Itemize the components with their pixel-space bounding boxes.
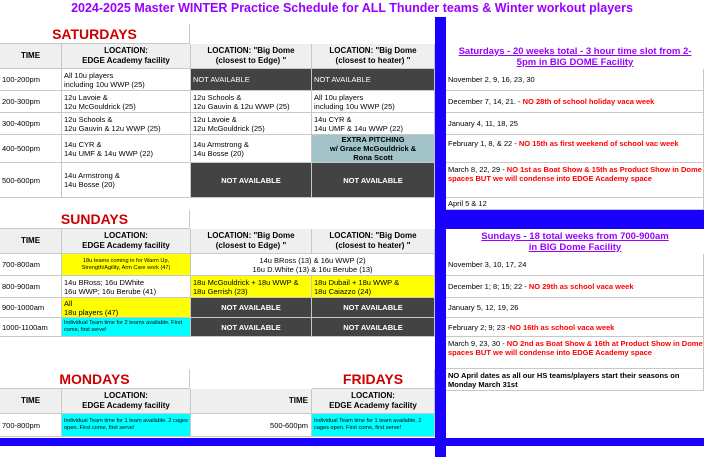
sat-time-3: 300-400pm xyxy=(0,113,62,135)
sun-dates-4-text: February 2; 9; 23 - xyxy=(448,322,510,332)
saturdays-dome-edge-header: LOCATION: "Big Dome (closest to Edge) " xyxy=(191,44,312,69)
sun-edge-2: 14u BRoss; 16u DWhite 16u WWP; 16u Berube (41) xyxy=(62,276,191,298)
fridays-time-header: TIME xyxy=(191,389,312,414)
saturdays-time-header: TIME xyxy=(0,44,62,69)
sat-dates-5 xyxy=(446,163,704,198)
sun-dates-3-text: January 5, 12, 19, 26 xyxy=(448,303,519,312)
sun-note-4: NO 16th as school vaca week xyxy=(509,322,615,332)
sun-dome1-4: NOT AVAILABLE xyxy=(191,318,312,337)
mondays-heading: MONDAYS xyxy=(0,369,190,389)
sundays-dome-heater-header: LOCATION: "Big Dome (closest to heater) " xyxy=(312,229,435,254)
sun-dates-4 xyxy=(446,318,704,337)
bottom-blue-bar xyxy=(0,438,704,446)
sun-extra-note: NO 2nd as Boat Show & 16th at Product Show in Dome spaces BUT we will condense into EDGE Academy space xyxy=(448,339,703,357)
sat-dates-2 xyxy=(446,91,704,113)
sat-dome2-5: NOT AVAILABLE xyxy=(312,163,435,198)
sundays-edge-header: LOCATION: EDGE Academy facility xyxy=(62,229,191,254)
sun-extra-dates-text: March 9, 23, 30 - xyxy=(448,339,507,348)
sat-dome1-1: NOT AVAILABLE xyxy=(191,69,312,91)
mondays-time-header: TIME xyxy=(0,389,62,414)
sun-dome2-3: NOT AVAILABLE xyxy=(312,298,435,318)
sun-time-3: 900-1000am xyxy=(0,298,62,318)
sundays-time-header: TIME xyxy=(0,229,62,254)
mon-time: 700-800pm xyxy=(0,414,62,437)
sat-dates-2-text: December 7, 14, 21. - xyxy=(448,97,521,106)
sat-note-4: NO 15th as first weekend of school vac week xyxy=(518,139,679,148)
sun-edge-4: Individual Team time for 2 teams available. First come, first serve! xyxy=(62,318,191,337)
sat-edge-3: 12u Schools & 12u Gauvin & 12u WWP (25) xyxy=(62,113,191,135)
fri-edge: Individual Team time for 1 team available. 2 cages open. First come, first serve! xyxy=(312,414,435,437)
sun-dates-1-text: November 3, 10, 17, 24 xyxy=(448,260,527,269)
sat-edge-5: 14u Armstrong & 14u Bosse (20) xyxy=(62,163,191,198)
sat-dates-4 xyxy=(446,135,704,163)
sat-edge-4: 14u CYR & 14u UMF & 14u WWP (22) xyxy=(62,135,191,163)
sat-edge-1: All 10u players including 10u WWP (25) xyxy=(62,69,191,91)
fridays-heading: FRIDAYS xyxy=(312,369,435,389)
sun-dates-1 xyxy=(446,254,704,276)
sundays-summary: Sundays - 18 total weeks from 700-900am in BIG Dome Facility xyxy=(481,230,669,253)
blue-divider-bar xyxy=(435,17,446,457)
sat-note-2: NO 28th of school holiday vaca week xyxy=(522,97,655,106)
fridays-edge-header: LOCATION: EDGE Academy facility xyxy=(312,389,435,414)
sat-dome2-2: All 10u players including 10u WWP (25) xyxy=(312,91,435,113)
sat-dates-1 xyxy=(446,69,704,91)
sat-dates-3 xyxy=(446,113,704,135)
sun-edge-3: All 18u players (47) xyxy=(62,298,191,318)
sundays-summary-bar xyxy=(446,210,704,229)
sat-dome2-1: NOT AVAILABLE xyxy=(312,69,435,91)
sat-dates-5-text: March 8, 22, 29 - xyxy=(448,165,507,174)
sat-dates-3-text: January 4, 11, 18, 25 xyxy=(448,119,518,128)
sun-dome1-3: NOT AVAILABLE xyxy=(191,298,312,318)
mondays-edge-header: LOCATION: EDGE Academy facility xyxy=(62,389,191,414)
sat-dome1-2: 12u Schools & 12u Gauvin & 12u WWP (25) xyxy=(191,91,312,113)
fri-time: 500-600pm xyxy=(191,414,312,437)
sat-dome1-4: 14u Armstrong & 14u Bosse (20) xyxy=(191,135,312,163)
saturdays-heading: SATURDAYS xyxy=(0,24,190,44)
sat-time-2: 200-300pm xyxy=(0,91,62,113)
sun-dome-1: 14u BRoss (13) & 16u WWP (2) 16u D.White (13) & 16u Berube (13) xyxy=(191,254,435,276)
sat-time-4: 400-500pm xyxy=(0,135,62,163)
sun-edge-1: 18u teams coming in for Warm Up, Strength/Agility, Arm Care work (47) xyxy=(62,254,191,276)
sat-extra-dates: April 5 & 12 xyxy=(446,198,704,210)
sat-dates-1-text: November 2, 9, 16, 23, 30 xyxy=(448,75,535,84)
sat-dome2-3: 14u CYR & 14u UMF & 14u WWP (22) xyxy=(312,113,435,135)
sat-time-1: 100-200pm xyxy=(0,69,62,91)
sat-time-5: 500-600pm xyxy=(0,163,62,198)
mon-edge: Individual Team time for 1 team available. 2 cages open. First come, first serve! xyxy=(62,414,191,437)
sat-note-5: NO 1st as Boat Show & 15th as Product Show in Dome spaces BUT we will condense into EDGE Academy space xyxy=(448,165,702,183)
april-note: NO April dates as all our HS teams/players start their seasons on Monday March 31st xyxy=(446,369,704,391)
sat-dates-4-text: February 1, 8, & 22 - xyxy=(448,139,519,148)
sun-dates-2-text: December 1; 8; 15; 22 - xyxy=(448,282,527,291)
sun-dates-3 xyxy=(446,298,704,318)
sun-dome2-2: 18u Dubail + 18u WWP & 18u Caiazzo (24) xyxy=(312,276,435,298)
page-title: 2024-2025 Master WINTER Practice Schedule for ALL Thunder teams & Winter workout players xyxy=(71,1,633,15)
sun-extra-dates xyxy=(446,337,704,369)
sundays-heading: SUNDAYS xyxy=(0,210,190,229)
sat-dome1-5: NOT AVAILABLE xyxy=(191,163,312,198)
saturdays-edge-header: LOCATION: EDGE Academy facility xyxy=(62,44,191,69)
sundays-dome-edge-header: LOCATION: "Big Dome (closest to Edge) " xyxy=(191,229,312,254)
sat-edge-2: 12u Lavoie & 12u McGouldrick (25) xyxy=(62,91,191,113)
sun-time-2: 800-900am xyxy=(0,276,62,298)
sun-dome1-2: 18u McGouldrick + 18u WWP & 18u Gerrish (23) xyxy=(191,276,312,298)
sun-time-4: 1000-1100am xyxy=(0,318,62,337)
sat-dome2-4: EXTRA PITCHING w/ Grace McGouldrick & Rona Scott xyxy=(312,135,435,163)
saturdays-summary: Saturdays - 20 weeks total - 3 hour time slot from 2-5pm in BIG DOME Facility xyxy=(458,45,692,68)
sun-dates-2 xyxy=(446,276,704,298)
sun-time-1: 700-800am xyxy=(0,254,62,276)
sun-note-2: NO 29th as school vaca week xyxy=(528,282,634,291)
sat-dome1-3: 12u Lavoie & 12u McGouldrick (25) xyxy=(191,113,312,135)
sun-dome2-4: NOT AVAILABLE xyxy=(312,318,435,337)
saturdays-dome-heater-header: LOCATION: "Big Dome (closest to heater) " xyxy=(312,44,435,69)
